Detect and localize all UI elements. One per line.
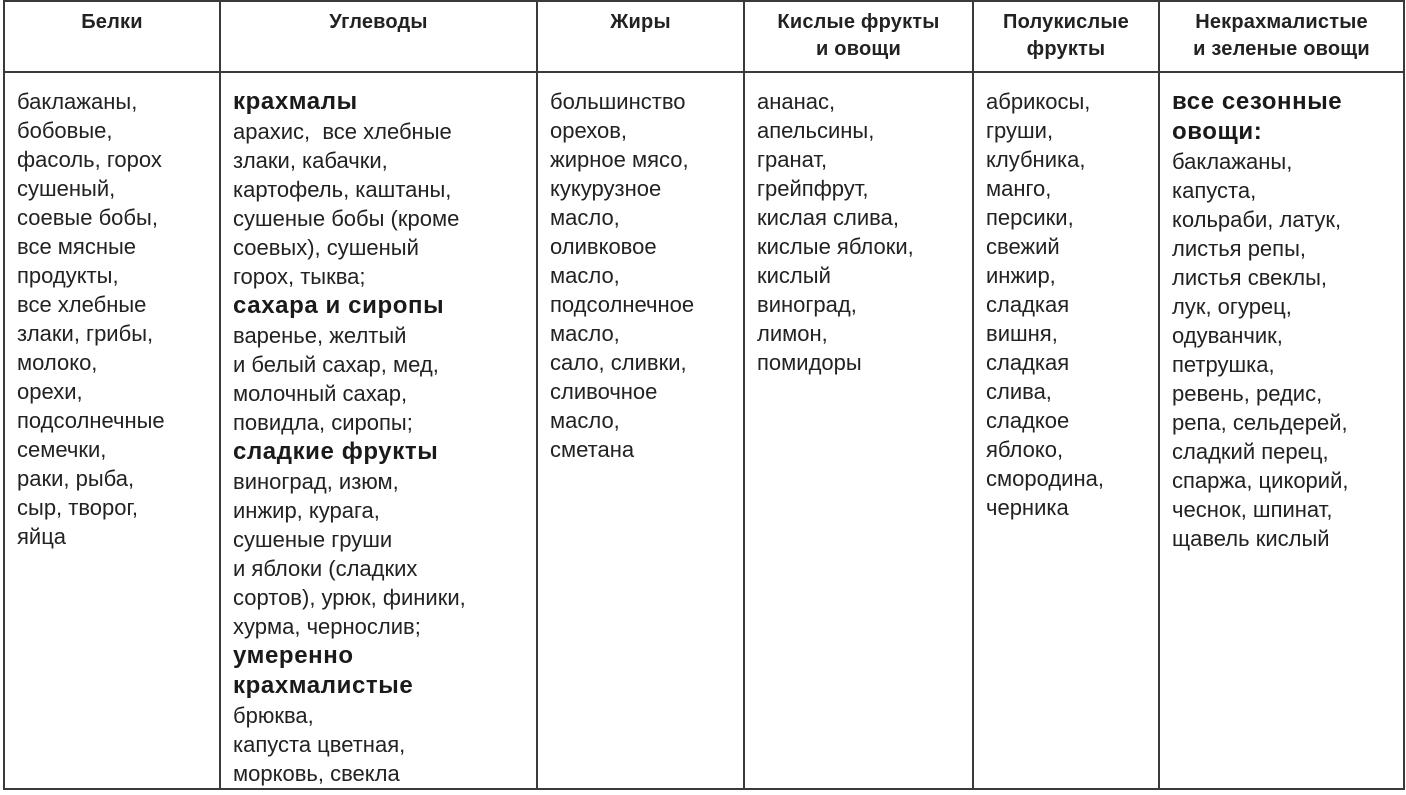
food-item: манго, [986, 176, 1052, 201]
header-line: Углеводы [329, 11, 428, 33]
food-item: подсолнечные [17, 408, 165, 433]
food-item: картофель, каштаны, [233, 177, 452, 202]
food-item: одуванчик, [1172, 323, 1283, 348]
header-line: и овощи [816, 38, 901, 60]
category-heading: сахара и сиропы [233, 292, 445, 319]
food-item: соевые бобы, [17, 205, 158, 230]
column-semi-sour-fruits [973, 72, 1159, 789]
header-fats [537, 1, 744, 72]
food-item: семечки, [17, 437, 107, 462]
food-item: сметана [550, 437, 635, 462]
food-item: варенье, желтый [233, 323, 407, 348]
food-item: горох, тыква; [233, 264, 366, 289]
food-item: листья репы, [1172, 236, 1306, 261]
food-item: сортов), урюк, финики, [233, 585, 466, 610]
food-item: сливочное [550, 379, 658, 404]
food-item: и яблоки (сладких [233, 556, 418, 581]
food-item: кукурузное [550, 176, 662, 201]
header-line: Полукислые [1003, 11, 1129, 33]
food-item: масло, [550, 408, 620, 433]
food-item: чеснок, шпинат, [1172, 497, 1333, 522]
header-row [4, 1, 1404, 72]
header-line: и зеленые овощи [1193, 38, 1370, 60]
header-sour-fruits-vegetables [744, 1, 973, 72]
food-item: лук, огурец, [1172, 294, 1292, 319]
header-carbohydrates [220, 1, 537, 72]
food-item: абрикосы, [986, 89, 1091, 114]
food-item: кислый [757, 263, 831, 288]
food-item: баклажаны, [1172, 149, 1293, 174]
food-item: капуста, [1172, 178, 1257, 203]
food-item: продукты, [17, 263, 119, 288]
food-item: апельсины, [757, 118, 875, 143]
column-non-starchy-green-vegetables [1159, 72, 1404, 789]
category-heading: крахмалистые [233, 672, 414, 699]
food-item: все хлебные [17, 292, 147, 317]
column-sour-fruits-vegetables [744, 72, 973, 789]
food-item: листья свеклы, [1172, 265, 1327, 290]
food-item: хурма, чернослив; [233, 614, 421, 639]
food-item: сушеные груши [233, 527, 393, 552]
food-item: жирное мясо, [550, 147, 689, 172]
category-heading: сладкие фрукты [233, 438, 439, 465]
food-item: щавель кислый [1172, 526, 1330, 551]
food-item: фасоль, горох [17, 147, 162, 172]
food-item: большинство [550, 89, 686, 114]
food-item: гранат, [757, 147, 828, 172]
header-line: фрукты [1026, 38, 1106, 60]
food-item: сладкая [986, 350, 1070, 375]
food-item: кислая слива, [757, 205, 899, 230]
food-item: сладкий перец, [1172, 439, 1329, 464]
food-item: соевых), сушеный [233, 235, 419, 260]
food-item: сушеные бобы (кроме [233, 206, 460, 231]
food-item: повидла, сиропы; [233, 410, 413, 435]
header-non-starchy-green-vegetables [1159, 1, 1404, 72]
food-item: подсолнечное [550, 292, 695, 317]
food-item: масло, [550, 263, 620, 288]
food-item: масло, [550, 321, 620, 346]
food-item: лимон, [757, 321, 828, 346]
food-item: кислые яблоки, [757, 234, 914, 259]
food-item: и белый сахар, мед, [233, 352, 439, 377]
food-item: помидоры [757, 350, 862, 375]
category-heading: умеренно [233, 642, 354, 669]
column-fats [537, 72, 744, 789]
food-item: молоко, [17, 350, 98, 375]
food-item: инжир, [986, 263, 1056, 288]
food-item: злаки, грибы, [17, 321, 154, 346]
food-item: арахис, все хлебные [233, 119, 452, 144]
food-item: яйца [17, 524, 67, 549]
food-item: виноград, изюм, [233, 469, 399, 494]
food-item: слива, [986, 379, 1052, 404]
food-item: инжир, курага, [233, 498, 380, 523]
food-item: клубника, [986, 147, 1086, 172]
food-item: молочный сахар, [233, 381, 408, 406]
food-item: яблоко, [986, 437, 1064, 462]
food-item: все мясные [17, 234, 137, 259]
header-line: Белки [81, 11, 143, 33]
food-item: злаки, кабачки, [233, 148, 388, 173]
category-heading: крахмалы [233, 88, 358, 115]
food-item: репа, сельдерей, [1172, 410, 1348, 435]
food-item: сладкое [986, 408, 1070, 433]
food-item: орехи, [17, 379, 83, 404]
header-semi-sour-fruits [973, 1, 1159, 72]
food-item: смородина, [986, 466, 1104, 491]
food-item: сало, сливки, [550, 350, 687, 375]
food-item: черника [986, 495, 1069, 520]
food-item: виноград, [757, 292, 857, 317]
header-line: Жиры [610, 11, 671, 33]
food-item: грейпфрут, [757, 176, 869, 201]
food-item: сладкая [986, 292, 1070, 317]
food-item: вишня, [986, 321, 1058, 346]
column-carbohydrates [220, 72, 537, 789]
content-row [4, 72, 1404, 789]
food-item: брюква, [233, 703, 314, 728]
food-item: ревень, редис, [1172, 381, 1323, 406]
food-item: оливковое [550, 234, 657, 259]
header-proteins [4, 1, 220, 72]
food-item: морковь, свекла [233, 761, 400, 786]
food-item: сушеный, [17, 176, 116, 201]
header-line: Некрахмалистые [1195, 11, 1368, 33]
food-item: свежий [986, 234, 1060, 259]
food-item: баклажаны, [17, 89, 138, 114]
column-proteins [4, 72, 220, 789]
category-heading: овощи: [1172, 118, 1263, 145]
food-item: сыр, творог, [17, 495, 138, 520]
food-item: капуста цветная, [233, 732, 406, 757]
food-item: груши, [986, 118, 1054, 143]
food-item: спаржа, цикорий, [1172, 468, 1349, 493]
food-item: бобовые, [17, 118, 113, 143]
food-item: ананас, [757, 89, 836, 114]
header-line: Кислые фрукты [777, 11, 940, 33]
food-item: персики, [986, 205, 1074, 230]
category-heading: все сезонные [1172, 88, 1343, 115]
food-item: петрушка, [1172, 352, 1275, 377]
food-item: орехов, [550, 118, 628, 143]
food-combining-table [3, 0, 1405, 790]
food-item: раки, рыба, [17, 466, 135, 491]
food-item: масло, [550, 205, 620, 230]
food-item: кольраби, латук, [1172, 207, 1342, 232]
